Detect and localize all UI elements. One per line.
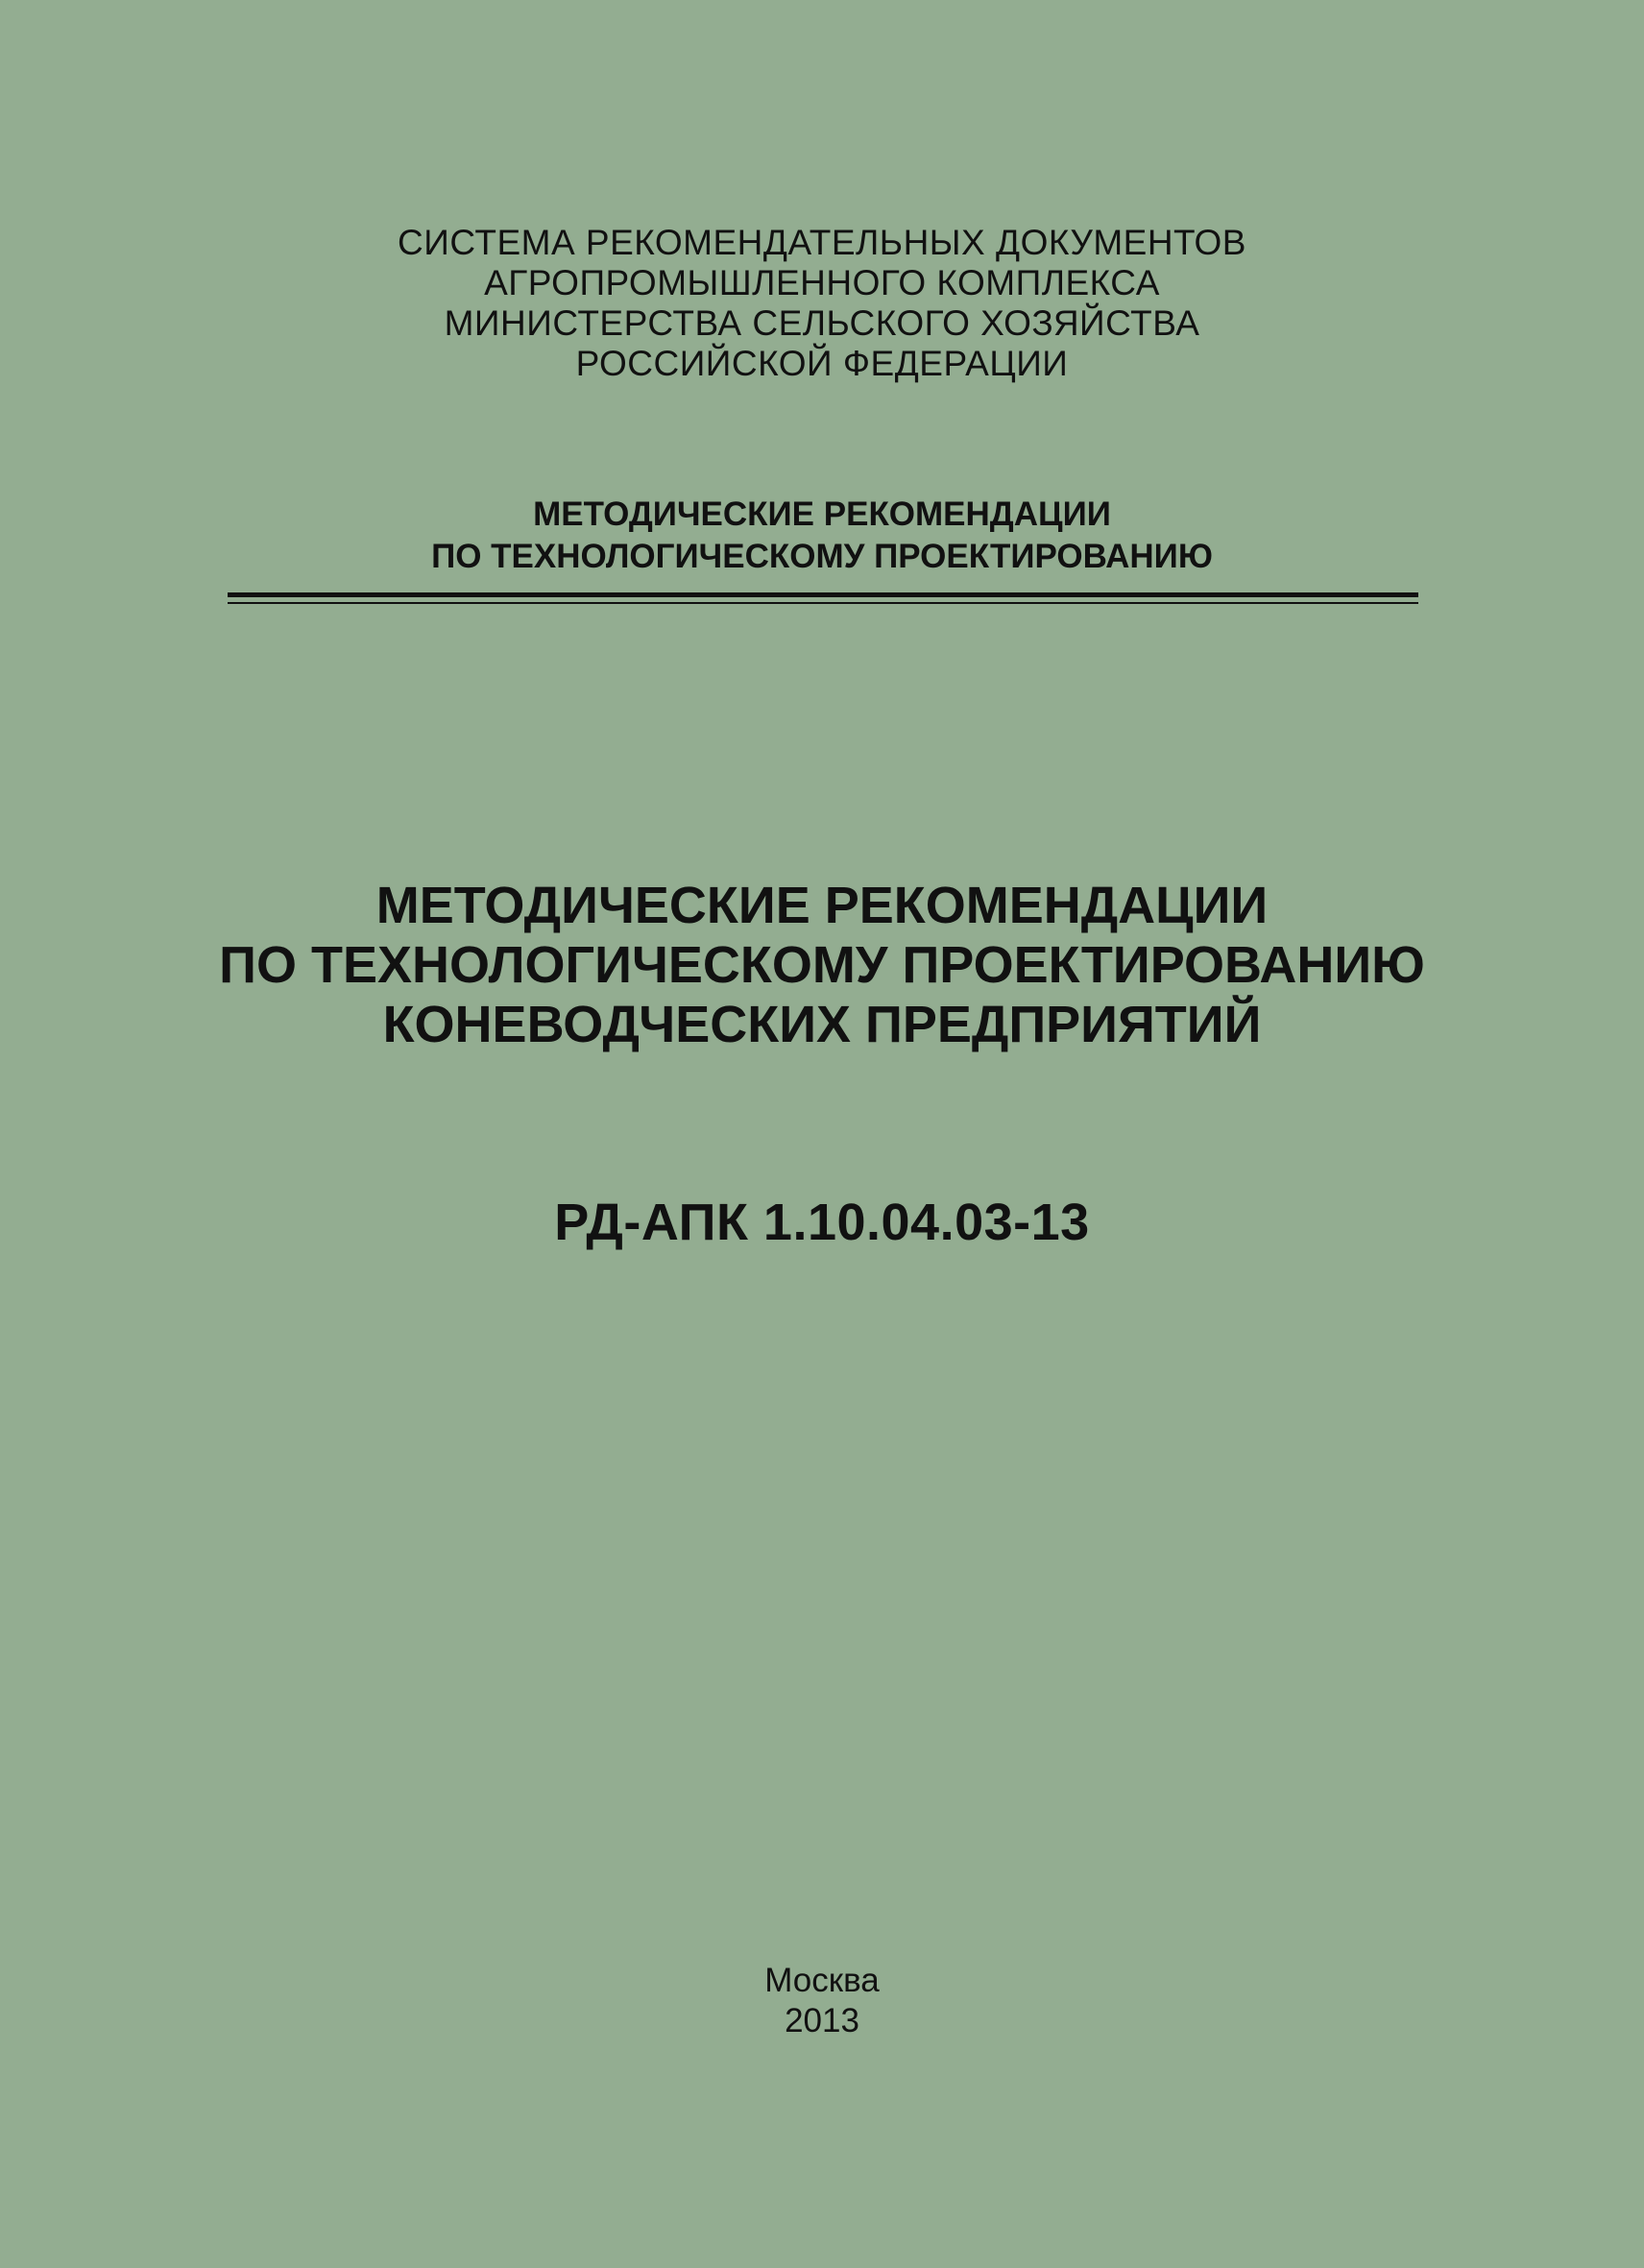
series-heading	[0, 494, 1644, 578]
series-line-2: ПО ТЕХНОЛОГИЧЕСКОМУ ПРОЕКТИРОВАНИЮ	[431, 538, 1213, 575]
divider-thick	[228, 592, 1418, 597]
title-line-1: МЕТОДИЧЕСКИЕ РЕКОМЕНДАЦИИ	[375, 877, 1269, 934]
system-line-4: РОССИЙСКОЙ ФЕДЕРАЦИИ	[575, 344, 1069, 383]
title-line-2: ПО ТЕХНОЛОГИЧЕСКОМУ ПРОЕКТИРОВАНИЮ	[219, 936, 1425, 994]
document-title	[0, 876, 1644, 1054]
document-code-text: РД-АПК 1.10.04.03-13	[554, 1194, 1090, 1251]
system-line-1: СИСТЕМА РЕКОМЕНДАТЕЛЬНЫХ ДОКУМЕНТОВ	[398, 223, 1246, 262]
title-line-3: КОНЕВОДЧЕСКИХ ПРЕДПРИЯТИЙ	[382, 996, 1262, 1053]
series-line-1: МЕТОДИЧЕСКИЕ РЕКОМЕНДАЦИИ	[533, 495, 1111, 533]
imprint-year: 2013	[785, 2002, 859, 2039]
system-line-3: МИНИСТЕРСТВА СЕЛЬСКОГО ХОЗЯЙСТВА	[444, 303, 1200, 343]
system-line-2: АГРОПРОМЫШЛЕННОГО КОМПЛЕКСА	[484, 263, 1160, 302]
imprint	[0, 1961, 1644, 2041]
imprint-city: Москва	[764, 1962, 880, 1999]
divider-thin	[228, 602, 1418, 604]
document-code	[0, 1193, 1644, 1252]
issuing-system-heading	[0, 223, 1644, 384]
